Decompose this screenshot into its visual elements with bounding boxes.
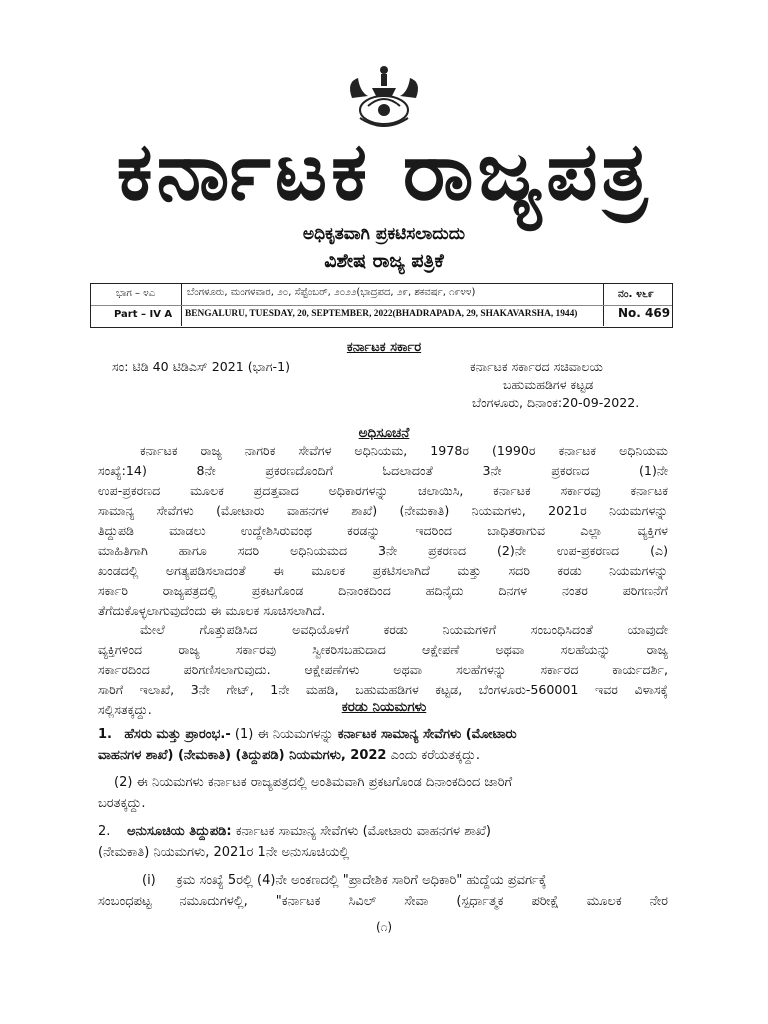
paragraph-2-line: ಸಾರಿಗೆ ಇಲಾಖೆ, 3ನೇ ಗೇಟ್, 1ನೇ ಮಹಡಿ, ಬಹುಮಹಡಿಗಳ ಕಟ್ಟಡ, ಬೆಂಗಳೂರು-560001 ಇವರ ವಿಳಾಸಕ್ಕೆ <box>98 682 668 697</box>
paragraph-1-line: ಖಂಡದಲ್ಲಿ ಅಗತ್ಯಪಡಿಸಲಾದಂತೆ ಈ ಮೂಲಕ ಪ್ರಕಟಿಸಲಾಗಿದೆ ಮತ್ತು ಸದರಿ ಕರಡು ನಿಯಮಗಳನ್ನು <box>98 563 668 578</box>
rule-2-line-2: (ನೇಮಕಾತಿ) ನಿಯಮಗಳು, 2021ರ 1ನೇ ಅನುಸೂಚಿಯಲ್ಲಿ <box>98 845 350 860</box>
issue-number-english: No. 469 <box>618 306 671 320</box>
rule-heading: ಹೆಸರು ಮತ್ತು ಪ್ರಾರಂಭ.- <box>124 727 231 742</box>
rule-1-line-2 <box>98 744 480 768</box>
issue-date-kannada: ಬೆಂಗಳೂರು, ಮಂಗಳವಾರ, ೨೦, ಸೆಪ್ಟೆಂಬರ್, ೨೦೨೨(ಭಾದ್ರಪದ, ೨೯, ಶಕವರ್ಷ, ೧೯೪೪) <box>187 287 476 298</box>
issue-number-kannada: ನಂ. ೪೬೯ <box>618 288 654 300</box>
part-label-english: Part – IV A <box>114 309 173 320</box>
address-line-1: ಕರ್ನಾಟಕ ಸರ್ಕಾರದ ಸಚಿವಾಲಯ <box>470 359 603 374</box>
masthead-edition: ವಿಶೇಷ ರಾಜ್ಯ ಪತ್ರಿಕೆ <box>324 250 444 272</box>
address-line-2: ಬಹುಮಹಡಿಗಳ ಕಟ್ಟಡ <box>503 377 594 392</box>
rule-text: ಎಂದು ಕರೆಯತಕ್ಕದ್ದು. <box>386 748 480 763</box>
paragraph-1-line: ಕರ್ನಾಟಕ ರಾಜ್ಯ ನಾಗರಿಕ ಸೇವೆಗಳ ಅಧಿನಿಯಮ, 1978ರ (1990ರ ಕರ್ನಾಟಕ ಅಧಿನಿಯಮ <box>140 443 668 458</box>
notification-title: ಅಧಿಸೂಚನೆ <box>358 425 410 441</box>
rule-2-item-i-cont: ಸಂಬಂಧಪಟ್ಟ ನಮೂದುಗಳಲ್ಲಿ, "ಕರ್ನಾಟಕ ಸಿವಿಲ್ ಸೇವಾ (ಸ್ಪರ್ಧಾತ್ಮಕ ಪರೀಕ್ಷೆ ಮೂಲಕ ನೇರ <box>98 894 668 909</box>
paragraph-2-line: ವ್ಯಕ್ತಿಗಳಿಂದ ರಾಜ್ಯ ಸರ್ಕಾರವು ಸ್ವೀಕರಿಸಬಹುದಾದ ಆಕ್ಷೇಪಣೆ ಅಥವಾ ಸಲಹೆಯನ್ನು ರಾಜ್ಯ <box>98 642 668 657</box>
masthead-subtitle: ಅಧಿಕೃತವಾಗಿ ಪ್ರಕಟಿಸಲಾದುದು <box>302 224 466 244</box>
rule-text: (1) ಈ ನಿಯಮಗಳನ್ನು <box>230 727 338 742</box>
rule-1-sub-2-cont: ಬರತಕ್ಕದ್ದು. <box>98 796 146 811</box>
paragraph-2-line: ಮೇಲೆ ಗೊತ್ತುಪಡಿಸಿದ ಅವಧಿಯೊಳಗೆ ಕರಡು ನಿಯಮಗಳಿಗೆ ಸಂಬಂಧಿಸಿದಂತೆ ಯಾವುದೇ <box>140 622 668 637</box>
issue-date-english: BENGALURU, TUESDAY, 20, SEPTEMBER, 2022(BHADRAPADA, 29, SHAKAVARSHA, 1944) <box>185 309 578 319</box>
rule-1-sub-2: (2) ಈ ನಿಯಮಗಳು ಕರ್ನಾಟಕ ರಾಜ್ಯಪತ್ರದಲ್ಲಿ ಅಂತಿಮವಾಗಿ ಪ್ರಕಟಗೊಂಡ ದಿನಾಂಕದಿಂದ ಜಾರಿಗೆ <box>114 775 513 790</box>
page-number: (೧) <box>375 920 393 934</box>
item-label: (i) <box>142 873 156 888</box>
masthead-title: ಕರ್ನಾಟಕ ರಾಜ್ಯಪತ್ರ <box>116 125 652 218</box>
paragraph-1-line: ಉಪ-ಪ್ರಕರಣದ ಮೂಲಕ ಪ್ರದತ್ತವಾದ ಅಧಿಕಾರಗಳನ್ನು ಚಲಾಯಿಸಿ, ಕರ್ನಾಟಕ ಸರ್ಕಾರವು ಕರ್ನಾಟಕ <box>98 483 668 498</box>
paragraph-1-line: ಸರ್ಕಾರಿ ರಾಜ್ಯಪತ್ರದಲ್ಲಿ ಪ್ರಕಟಗೊಂಡ ದಿನಾಂಕದಿಂದ ಹದಿನೈದು ದಿನಗಳ ನಂತರ ಪರಿಗಣನೆಗೆ <box>98 583 668 598</box>
rule-number: 2. <box>98 824 111 839</box>
rule-2-line-1 <box>98 820 491 844</box>
rule-title-bold: ಕರ್ನಾಟಕ ಸಾಮಾನ್ಯ ಸೇವೆಗಳು (ಮೋಟಾರು <box>337 727 517 742</box>
item-text: ಕ್ರಮ ಸಂಖ್ಯೆ 5ರಲ್ಲಿ (4)ನೇ ಅಂಕಣದಲ್ಲಿ "ಪ್ರಾದೇಶಿಕ ಸಾರಿಗೆ ಅಧಿಕಾರಿ" ಹುದ್ದೆಯ ಪ್ರವರ್ಗಕ್ಕೆ <box>176 873 547 888</box>
government-title: ಕರ್ನಾಟಕ ಸರ್ಕಾರ <box>346 340 422 355</box>
paragraph-1-line: ಸಾಮಾನ್ಯ ಸೇವೆಗಳು (ಮೋಟಾರು ವಾಹನಗಳ ಶಾಖೆ) (ನೇಮಕಾತಿ) ನಿಯಮಗಳು, 2021ರ ನಿಯಮಗಳನ್ನು <box>98 503 668 518</box>
draft-rules-title: ಕರಡು ನಿಯಮಗಳು <box>341 699 427 715</box>
reference-number: ಸಂ: ಟಿಡಿ 40 ಟಿಡಿಎಸ್ 2021 (ಭಾಗ-1) <box>112 359 291 374</box>
rule-heading: ಅನುಸೂಚಿಯ ತಿದ್ದುಪಡಿ: <box>126 824 232 839</box>
paragraph-2-line: ಸರ್ಕಾರದಿಂದ ಪರಿಗಣಿಸಲಾಗುವುದು. ಆಕ್ಷೇಪಣೆಗಳು ಅಥವಾ ಸಲಹೆಗಳನ್ನು ಸರ್ಕಾರದ ಕಾರ್ಯದರ್ಶಿ, <box>98 662 668 677</box>
paragraph-1-line: ಮಾಹಿತಿಗಾಗಿ ಹಾಗೂ ಸದರಿ ಅಧಿನಿಯಮದ 3ನೇ ಪ್ರಕರಣದ (2)ನೇ ಉಪ-ಪ್ರಕರಣದ (ಎ) <box>98 543 668 558</box>
address-line-3: ಬೆಂಗಳೂರು, ದಿನಾಂಕ:20-09-2022. <box>472 395 640 410</box>
rule-number: 1. <box>98 727 112 742</box>
paragraph-1-line: ಸಂಖ್ಯೆ:14) 8ನೇ ಪ್ರಕರಣದೊಂದಿಗೆ ಓದಲಾದಂತೆ 3ನೇ ಪ್ರಕರಣದ (1)ನೇ <box>98 463 668 478</box>
part-label-kannada: ಭಾಗ – ೪ಎ <box>116 288 156 299</box>
rule-2-item-i <box>142 871 546 891</box>
rule-text: ಕರ್ನಾಟಕ ಸಾಮಾನ್ಯ ಸೇವೆಗಳು (ಮೋಟಾರು ವಾಹನಗಳ ಶಾಖೆ) <box>231 824 491 839</box>
paragraph-1-line: ತೆಗೆದುಕೊಳ್ಳಲಾಗುವುದೆಂದು ಈ ಮೂಲಕ ಸೂಚಿಸಲಾಗಿದೆ. <box>98 603 326 618</box>
paragraph-2-line: ಸಲ್ಲಿಸತಕ್ಕದ್ದು. <box>98 702 152 717</box>
rule-title-bold: ವಾಹನಗಳ ಶಾಖೆ) (ನೇಮಕಾತಿ) (ತಿದ್ದುಪಡಿ) ನಿಯಮಗಳು, 2022 <box>98 748 387 763</box>
paragraph-1-line: ತಿದ್ದುಪಡಿ ಮಾಡಲು ಉದ್ದೇಶಿಸಿರುವಂಥ ಕರಡನ್ನು ಇದರಿಂದ ಬಾಧಿತರಾಗುವ ಎಲ್ಲಾ ವ್ಯಕ್ತಿಗಳ <box>98 523 668 538</box>
